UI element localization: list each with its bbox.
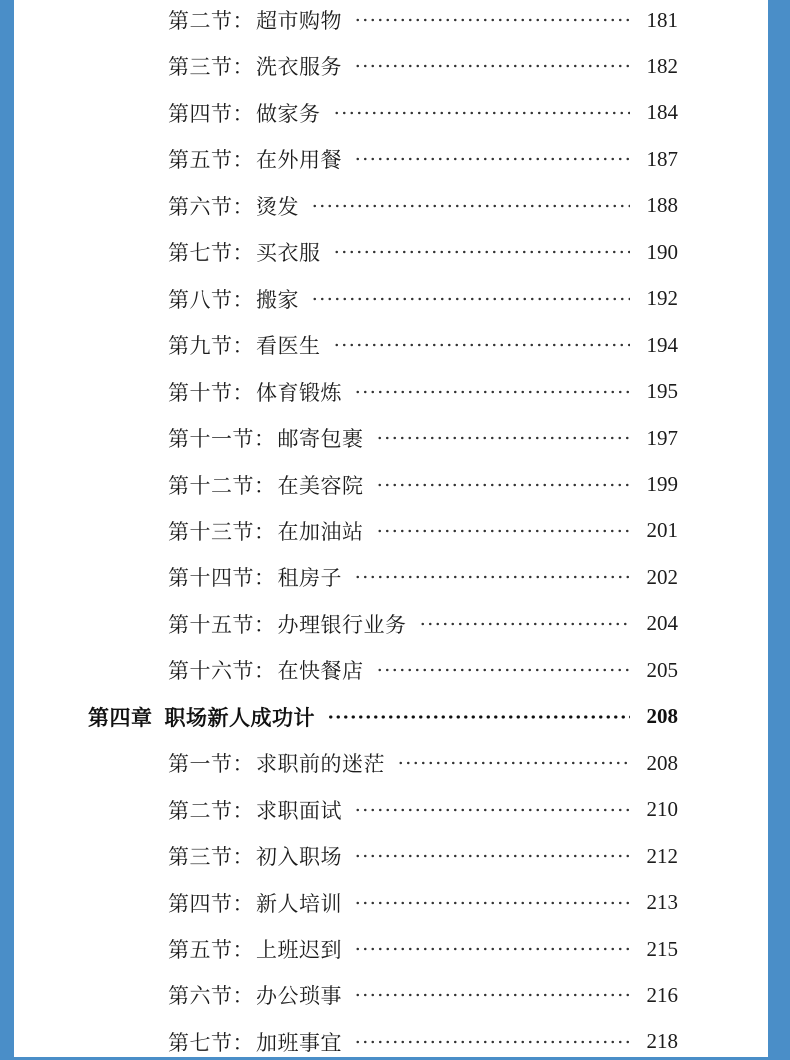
- toc-section-entry[interactable]: [14, 745, 768, 781]
- toc-section-entry[interactable]: [14, 281, 768, 317]
- section-title: 搬家: [256, 287, 299, 312]
- page-number: 208: [646, 750, 678, 775]
- dot-leader: [376, 529, 631, 533]
- page-number: 199: [646, 472, 678, 496]
- section-title: 邮寄包裹: [277, 427, 364, 452]
- dot-leader: [419, 622, 631, 626]
- section-number: 第四节：: [168, 101, 254, 126]
- toc-section-entry[interactable]: [14, 95, 768, 131]
- dot-leader: [354, 64, 630, 68]
- section-title: 加班事宜: [256, 1030, 342, 1055]
- toc-entry-title: [168, 841, 342, 871]
- toc-entry-title: [168, 1027, 342, 1057]
- toc-section-entry[interactable]: [14, 1024, 768, 1060]
- page-number: 197: [646, 425, 678, 450]
- page-number: 188: [646, 193, 678, 218]
- section-title: 在快餐店: [277, 659, 364, 684]
- page-number: 195: [646, 379, 678, 404]
- section-number: 第七节：: [168, 241, 254, 266]
- section-number: 第十一节：: [168, 427, 276, 452]
- dot-leader: [327, 715, 630, 719]
- section-title: 超市购物: [256, 9, 342, 33]
- section-title: 买衣服: [256, 241, 321, 266]
- page-number: 210: [646, 797, 678, 822]
- dot-leader: [354, 993, 630, 997]
- section-title: 办公琐事: [256, 984, 342, 1009]
- page-number: 187: [646, 146, 678, 171]
- dot-leader: [354, 947, 630, 951]
- toc-entry-title: [168, 284, 299, 314]
- toc-entry-title: [168, 516, 364, 546]
- section-title: 办理银行业务: [277, 612, 407, 637]
- dot-leader: [354, 18, 630, 22]
- toc-entry-title: [88, 702, 315, 732]
- page-number: 204: [646, 611, 678, 636]
- section-title: 在加油站: [277, 519, 364, 544]
- section-number: 第九节：: [168, 334, 254, 359]
- section-title: 洗衣服务: [256, 55, 342, 80]
- page-number: 205: [646, 657, 678, 682]
- toc-section-entry[interactable]: [14, 559, 768, 595]
- section-number: 第三节：: [168, 55, 254, 80]
- dot-leader: [397, 761, 630, 765]
- section-number: 第十六节：: [168, 659, 276, 684]
- toc-section-entry[interactable]: [14, 467, 768, 503]
- toc-entry-title: [168, 330, 321, 360]
- page-number: 208: [646, 704, 678, 729]
- page-number: 184: [646, 100, 678, 125]
- page-number: 215: [646, 936, 678, 961]
- toc-entry-title: [168, 144, 342, 174]
- page-number: 216: [646, 982, 678, 1007]
- page-number: 213: [646, 890, 678, 915]
- section-number: 第十五节：: [168, 612, 276, 637]
- toc-section-entry[interactable]: [14, 188, 768, 224]
- toc-entry-title: [168, 888, 342, 918]
- page-number: 192: [646, 286, 678, 311]
- dot-leader: [311, 297, 630, 301]
- section-title: 求职面试: [256, 798, 342, 823]
- page-number: 190: [646, 239, 678, 264]
- toc-section-entry[interactable]: [14, 885, 768, 921]
- section-title: 看医生: [256, 334, 321, 359]
- dot-leader: [354, 1040, 630, 1044]
- toc-section-entry[interactable]: [14, 2, 768, 38]
- toc-chapter-entry[interactable]: [14, 699, 768, 735]
- toc-entry-title: [168, 51, 342, 81]
- toc-entry-title: [168, 795, 342, 825]
- section-number: 第二节：: [168, 9, 254, 33]
- toc-entry-title: [168, 5, 342, 35]
- dot-leader: [333, 343, 631, 347]
- toc-section-entry[interactable]: [14, 977, 768, 1013]
- section-title: 初入职场: [256, 845, 342, 870]
- toc-section-entry[interactable]: [14, 513, 768, 549]
- toc-entry-title: [168, 98, 321, 128]
- section-number: 第十二节：: [168, 473, 276, 498]
- section-title: 在美容院: [277, 473, 364, 498]
- toc-page: [14, 0, 768, 1057]
- toc-section-entry[interactable]: [14, 327, 768, 363]
- chapter-number: 第四章: [88, 704, 153, 730]
- section-number: 第十三节：: [168, 519, 276, 544]
- toc-section-entry[interactable]: [14, 141, 768, 177]
- toc-section-entry[interactable]: [14, 48, 768, 84]
- toc-section-entry[interactable]: [14, 652, 768, 688]
- toc-section-entry[interactable]: [14, 606, 768, 642]
- toc-entry-title: [168, 934, 342, 964]
- toc-entry-title: [168, 562, 342, 592]
- toc-entry-title: [168, 237, 321, 267]
- page-number: 202: [646, 564, 678, 589]
- section-title: 租房子: [277, 566, 342, 591]
- section-title: 烫发: [256, 194, 299, 219]
- section-number: 第十四节：: [168, 566, 276, 591]
- dot-leader: [354, 854, 630, 858]
- dot-leader: [333, 250, 631, 254]
- toc-entry-title: [168, 609, 407, 639]
- section-number: 第四节：: [168, 891, 254, 916]
- section-number: 第八节：: [168, 287, 254, 312]
- dot-leader: [354, 808, 630, 812]
- page-number: 182: [646, 53, 678, 78]
- dot-leader: [376, 668, 631, 672]
- dot-leader: [333, 111, 631, 115]
- toc-section-entry[interactable]: [14, 234, 768, 270]
- page-number: 201: [646, 518, 678, 543]
- dot-leader: [354, 390, 630, 394]
- toc-entry-title: [168, 191, 299, 221]
- dot-leader: [376, 483, 631, 487]
- section-number: 第五节：: [168, 148, 254, 173]
- section-title: 上班迟到: [256, 938, 342, 962]
- dot-leader: [354, 901, 630, 905]
- toc-entry-title: [168, 470, 364, 500]
- toc-entry-title: [168, 423, 364, 453]
- section-number: 第一节：: [168, 752, 254, 777]
- section-title: 做家务: [256, 101, 321, 126]
- toc-section-entry[interactable]: [14, 792, 768, 828]
- section-title: 新人培训: [256, 891, 342, 916]
- toc-section-entry[interactable]: [14, 838, 768, 874]
- section-title: 体育锻炼: [256, 380, 342, 405]
- page-number: 194: [646, 332, 678, 357]
- section-number: 第三节：: [168, 845, 254, 870]
- section-number: 第二节：: [168, 798, 254, 823]
- section-number: 第六节：: [168, 194, 254, 219]
- chapter-title: 职场新人成功计: [164, 704, 315, 730]
- page-number: 218: [646, 1029, 678, 1054]
- dot-leader: [311, 204, 630, 208]
- toc-section-entry[interactable]: [14, 931, 768, 967]
- dot-leader: [376, 436, 631, 440]
- toc-section-entry[interactable]: [14, 420, 768, 456]
- section-title: 在外用餐: [256, 148, 342, 173]
- page-number: 212: [646, 843, 678, 868]
- toc-section-entry[interactable]: [14, 374, 768, 410]
- toc-entry-title: [168, 748, 385, 778]
- dot-leader: [354, 575, 630, 579]
- section-number: 第十节：: [168, 380, 254, 405]
- toc-entry-title: [168, 980, 342, 1010]
- dot-leader: [354, 157, 630, 161]
- toc-entry-title: [168, 377, 342, 407]
- toc-entry-title: [168, 655, 364, 685]
- section-number: 第六节：: [168, 984, 254, 1009]
- section-number: 第五节：: [168, 938, 254, 962]
- section-title: 求职前的迷茫: [256, 752, 385, 777]
- page-number: 181: [646, 7, 678, 32]
- section-number: 第七节：: [168, 1030, 254, 1055]
